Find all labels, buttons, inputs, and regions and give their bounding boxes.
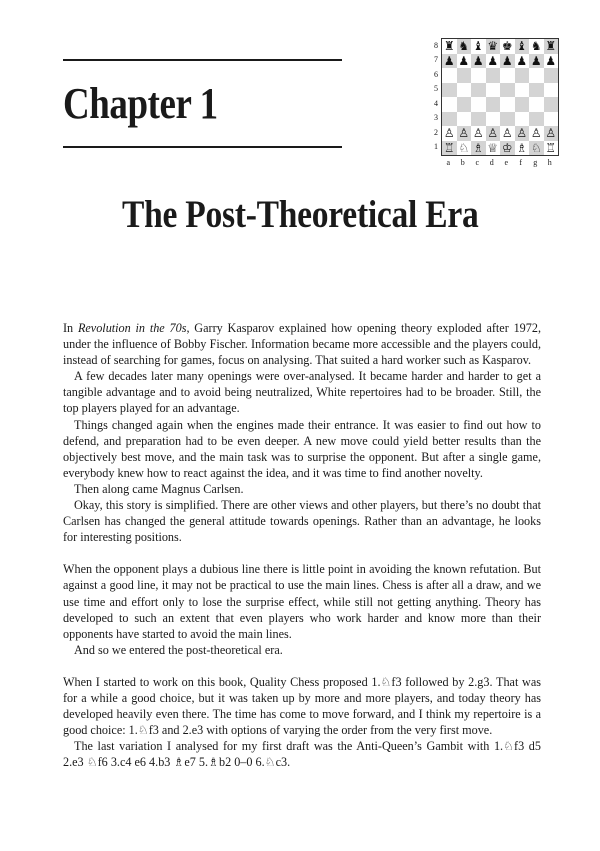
square-d3 (486, 112, 501, 127)
square-g7: ♟ (530, 53, 542, 68)
paragraph-1 (63, 320, 541, 368)
square-g2: ♙ (530, 126, 542, 141)
square-b7: ♟ (458, 53, 470, 68)
square-b3 (457, 112, 472, 127)
square-h6 (544, 68, 559, 83)
square-e1: ♔ (501, 140, 513, 155)
rank-label-6: 6 (434, 69, 438, 79)
square-a3 (442, 112, 457, 127)
square-h4 (544, 97, 559, 112)
paragraph-4: Then along came Magnus Carlsen. (74, 481, 244, 496)
square-f4 (515, 97, 530, 112)
paragraph-5: Okay, this story is simplified. There are other views and other players, but there’s no doubt that Carlsen has changed the general attitude towards openings. Rather than an advantage, he looks for interesting positions. (63, 498, 541, 545)
square-b1: ♘ (458, 140, 470, 155)
square-g6 (529, 68, 544, 83)
square-c7: ♟ (472, 53, 484, 68)
square-h8: ♜ (545, 39, 557, 54)
square-f2: ♙ (516, 126, 528, 141)
square-g1: ♘ (530, 140, 542, 155)
file-label-a: a (446, 158, 451, 167)
body-text (63, 320, 541, 770)
square-h1: ♖ (545, 140, 557, 155)
board-grid (441, 38, 559, 156)
square-a2: ♙ (443, 126, 455, 141)
square-c5 (471, 83, 486, 98)
square-a4 (442, 97, 457, 112)
rank-label-1: 1 (434, 142, 438, 152)
square-d6 (486, 68, 501, 83)
book-title: Revolution in the 70s (77, 321, 187, 335)
square-a8: ♜ (443, 39, 455, 54)
paragraph-1-prefix: In (63, 321, 78, 335)
square-b2: ♙ (458, 126, 470, 141)
file-label-e: e (504, 158, 509, 167)
square-a7: ♟ (443, 53, 455, 68)
square-f7: ♟ (516, 53, 528, 68)
rank-labels (426, 38, 438, 154)
square-f3 (515, 112, 530, 127)
paragraph-2: A few decades later many openings were over-analysed. It became harder and harder to get a tangible advantage and to avoid being neutralized, White repertoires had to be broader. Still, the top players played for an advantage. (63, 369, 541, 416)
square-a6 (442, 68, 457, 83)
square-a5 (442, 83, 457, 98)
paragraph-3: Things changed again when the engines made their entrance. It was easier to find out how to defend, and preparation had to be even deeper. A new move could yield better results than the objectively best move, and the main task was to surprise the opponent. But after a single game, everybody knew how to react against the idea, and it was time to find another novelty. (63, 417, 541, 480)
square-g3 (529, 112, 544, 127)
square-e2: ♙ (501, 126, 513, 141)
chess-diagram (426, 36, 560, 172)
file-label-g: g (533, 158, 538, 167)
square-f1: ♗ (516, 140, 528, 155)
square-d7: ♟ (487, 53, 499, 68)
rule-top (63, 59, 342, 61)
rank-label-8: 8 (434, 40, 438, 50)
square-g8: ♞ (530, 39, 542, 54)
square-c6 (471, 68, 486, 83)
square-c1: ♗ (472, 140, 484, 155)
file-label-h: h (547, 158, 552, 167)
square-d4 (486, 97, 501, 112)
paragraph-1-text: , Garry Kasparov explained how opening theory exploded after 1972, under the influence of Bobby Fischer. Information became more accessible and the players could, instead of searching for games, focus on analysing. That suited a hard worker such as Kasparov. (63, 321, 541, 368)
square-f5 (515, 83, 530, 98)
square-h7: ♟ (545, 53, 557, 68)
square-a1: ♖ (443, 140, 455, 155)
square-b5 (457, 83, 472, 98)
square-g4 (529, 97, 544, 112)
square-c2: ♙ (472, 126, 484, 141)
paragraph-8: When I started to work on this book, Quality Chess proposed 1.♘f3 followed by 2.g3. That was for a while a good choice, but it was taken up by more and more players, and today theory has developed heavily even there. The time has come to move forward, and I think my repertoire is a good choice: 1.♘f3 and 2.e3 with options of varying the order from the very first move. (63, 674, 541, 738)
rule-bottom (63, 146, 342, 148)
file-labels (441, 158, 557, 167)
square-d1: ♕ (487, 140, 499, 155)
square-h2: ♙ (545, 126, 557, 141)
file-label-c: c (475, 158, 480, 167)
square-e7: ♟ (501, 53, 513, 68)
paragraph-7: And so we entered the post-theoretical era. (74, 642, 283, 657)
rank-label-3: 3 (434, 113, 438, 123)
square-g5 (529, 83, 544, 98)
rank-label-2: 2 (434, 127, 438, 137)
square-e4 (500, 97, 515, 112)
square-e8: ♚ (501, 39, 513, 54)
square-c3 (471, 112, 486, 127)
chapter-label: Chapter 1 (63, 79, 218, 128)
file-label-f: f (519, 158, 523, 167)
chapter-title-text: The Post-Theoretical Era (121, 193, 479, 236)
chapter-title (0, 190, 600, 240)
square-d2: ♙ (487, 126, 499, 141)
paragraph-9: The last variation I analysed for my first draft was the Anti-Queen’s Gambit with 1.♘f3 d5 2.e3 ♘f6 3.c4 e6 4.b3 ♗e7 5.♗b2 0–0 6.♘c3. (63, 739, 541, 770)
rank-label-4: 4 (434, 98, 438, 108)
paragraph-6: When the opponent plays a dubious line there is little point in avoiding the known refutation. But against a good line, it may not be practical to use the main lines. Chess is after all a draw, and we use time and effort only to lose the surprise effect, while still not getting anything. Theory has developed to such an extent that even players who work harder and know more than their opponents have started to avoid the main lines. (63, 562, 541, 641)
square-c8: ♝ (472, 39, 484, 54)
square-e5 (500, 83, 515, 98)
rank-label-7: 7 (434, 55, 438, 65)
square-b4 (457, 97, 472, 112)
square-h5 (544, 83, 559, 98)
square-c4 (471, 97, 486, 112)
square-h3 (544, 112, 559, 127)
square-e6 (500, 68, 515, 83)
square-d5 (486, 83, 501, 98)
square-d8: ♛ (487, 39, 499, 54)
rank-label-5: 5 (434, 84, 438, 94)
file-label-b: b (460, 158, 465, 167)
square-e3 (500, 112, 515, 127)
square-f6 (515, 68, 530, 83)
square-f8: ♝ (516, 39, 528, 54)
file-label-d: d (489, 158, 494, 167)
square-b6 (457, 68, 472, 83)
square-b8: ♞ (458, 39, 470, 54)
